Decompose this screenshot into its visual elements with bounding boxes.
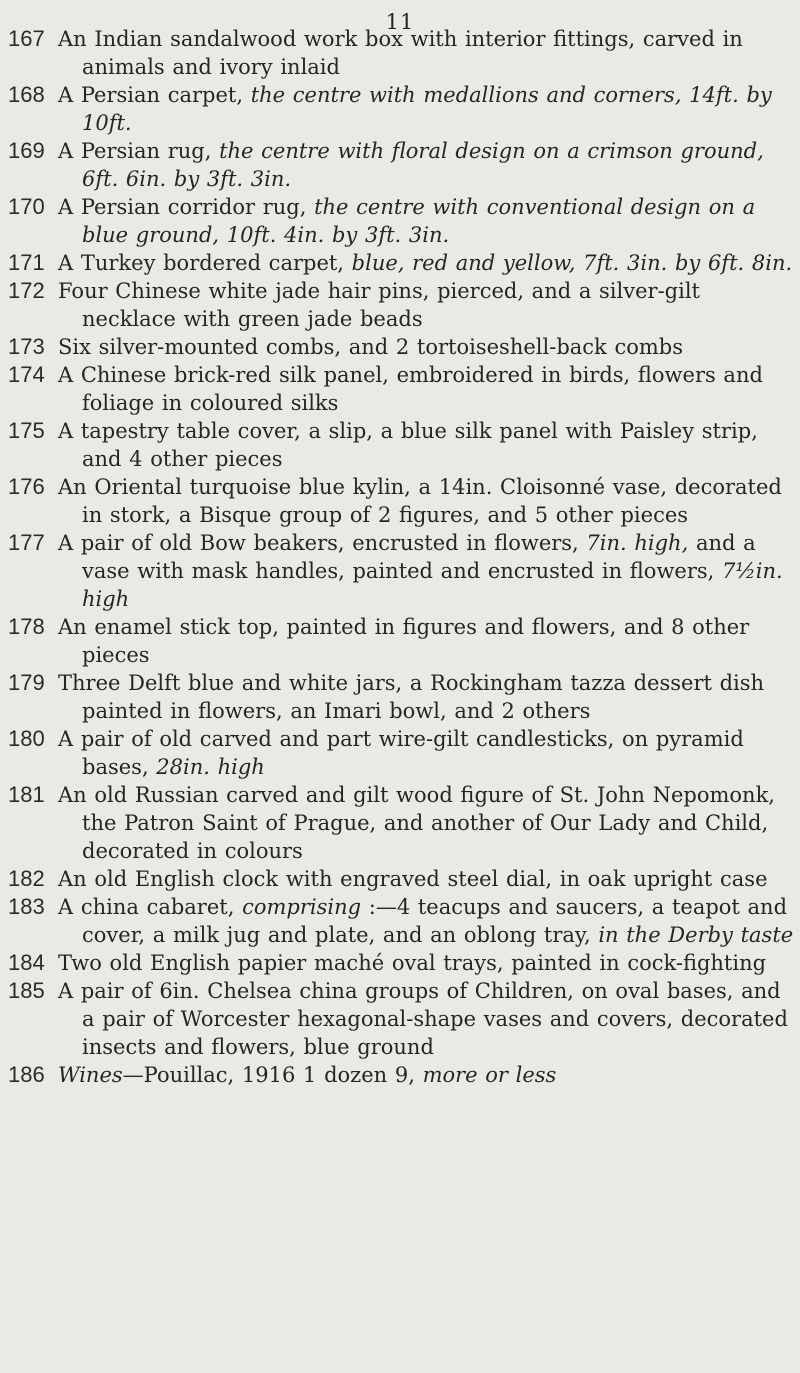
lot-number: 173 [8, 334, 45, 359]
lot-description [58, 949, 800, 977]
lot-number: 169 [8, 138, 45, 163]
lot-description [58, 529, 800, 613]
lot-number: 186 [8, 1062, 45, 1087]
lot-description [58, 977, 800, 1061]
lot-entry [0, 277, 800, 333]
lot-entry [0, 417, 800, 473]
lot-description-text: and a vase with mask handles, painted and encrusted in flowers, [82, 531, 756, 583]
lot-entry [0, 25, 800, 81]
lot-description [58, 725, 800, 781]
lot-description [58, 249, 800, 277]
lot-description [58, 669, 800, 725]
lot-entry [0, 81, 800, 137]
lot-entry [0, 725, 800, 781]
lot-entry [0, 333, 800, 361]
lot-description-text: 1 dozen 9, [303, 1063, 423, 1087]
lot-description-text: A pair of 6in. Chelsea china groups of Children, on oval bases, and a pair of Worcester hexagonal-shape vases and covers, decorated insects and flowers, blue ground [58, 979, 788, 1059]
lot-description-text: A Persian corridor rug, [58, 195, 315, 219]
lot-entry [0, 949, 800, 977]
lot-number: 180 [8, 726, 45, 751]
lot-number: 175 [8, 418, 45, 443]
lot-number: 172 [8, 278, 45, 303]
lot-entry [0, 473, 800, 529]
lot-entry [0, 249, 800, 277]
lot-number: 177 [8, 530, 45, 555]
lot-description-text: A pair of old carved and part wire-gilt candlesticks, on pyramid bases, [58, 727, 744, 779]
lot-description-italic: 28in. high [156, 755, 265, 779]
lot-number: 171 [8, 250, 45, 275]
lot-description [58, 277, 800, 333]
lot-description-text: Six silver-mounted combs, and 2 tortoiseshell-back combs [58, 335, 683, 359]
lot-description-text: An Indian sandalwood work box with interior fittings, carved in animals and ivory inlaid [58, 27, 743, 79]
lot-number: 179 [8, 670, 45, 695]
lot-entry [0, 529, 800, 613]
lot-number: 170 [8, 194, 45, 219]
lot-description-text: :—4 teacups and saucers, a teapot and cover, a milk jug and plate, and an oblong tray, [82, 895, 788, 947]
lot-description-italic: the centre with conventional design on a blue ground, 10ft. 4in. by 3ft. 3in. [82, 195, 756, 247]
lot-entry [0, 361, 800, 417]
lot-description-italic: the centre with medallions and corners, 14ft. by 10ft. [82, 83, 772, 135]
lot-description [58, 1061, 800, 1089]
lot-description-text: An Oriental turquoise blue kylin, a 14in. Cloisonné vase, decorated in stork, a Bisque group of 2 figures, and 5 other pieces [58, 475, 782, 527]
lot-description [58, 193, 800, 249]
lot-number: 176 [8, 474, 45, 499]
lot-number: 178 [8, 614, 45, 639]
lot-description-italic: in the Derby taste [598, 923, 794, 947]
lot-description-text: Three Delft blue and white jars, a Rockingham tazza dessert dish painted in flowers, an Imari bowl, and 2 others [58, 671, 765, 723]
lot-entry [0, 669, 800, 725]
lot-description [58, 137, 800, 193]
lot-description-text: A Chinese brick-red silk panel, embroidered in birds, flowers and foliage in coloured silks [58, 363, 763, 415]
lot-description-text: A pair of old Bow beakers, encrusted in flowers, [58, 531, 587, 555]
lot-description [58, 25, 800, 81]
lot-description-italic: blue, red and yellow, 7ft. 3in. by 6ft. 8in. [351, 251, 793, 275]
lot-description-text: A Persian rug, [58, 139, 220, 163]
lot-description-italic: the centre with floral design on a crimson ground, 6ft. 6in. by 3ft. 3in. [82, 139, 764, 191]
lot-description-italic: comprising [242, 895, 362, 919]
lot-description [58, 893, 800, 949]
lot-description-text: Two old English papier maché oval trays, painted in cock-fighting [58, 951, 767, 975]
lot-description-italic: more or less [422, 1063, 557, 1087]
lot-number: 181 [8, 782, 45, 807]
lot-entry [0, 977, 800, 1061]
lot-number: 183 [8, 894, 45, 919]
lot-description-italic: 7in. high, [586, 531, 689, 555]
lot-description-italic: 7½in. high [82, 559, 783, 611]
lot-description-text: A china cabaret, [58, 895, 243, 919]
lot-description-text: An old Russian carved and gilt wood figure of St. John Nepomonk, the Patron Saint of Prague, and another of Our Lady and Child, decorated in colours [58, 783, 775, 863]
lot-entry [0, 865, 800, 893]
lot-number: 168 [8, 82, 45, 107]
page-number: 11 [385, 10, 415, 34]
lot-description-text: Four Chinese white jade hair pins, pierced, and a silver-gilt necklace with green jade beads [58, 279, 700, 331]
lot-description [58, 865, 800, 893]
lot-description-italic: Wines [58, 1063, 123, 1087]
lot-number: 167 [8, 26, 45, 51]
lot-entry [0, 1061, 800, 1089]
lot-description [58, 781, 800, 865]
lot-entry [0, 193, 800, 249]
lot-entry [0, 893, 800, 949]
lot-description-text: A tapestry table cover, a slip, a blue silk panel with Paisley strip, and 4 other pieces [58, 419, 758, 471]
lot-list [0, 25, 800, 1089]
lot-description-text: —Pouillac, 1916 [122, 1063, 304, 1087]
lot-description [58, 473, 800, 529]
lot-entry [0, 781, 800, 865]
lot-number: 174 [8, 362, 45, 387]
lot-description-text: A Turkey bordered carpet, [58, 251, 352, 275]
lot-number: 185 [8, 978, 45, 1003]
lot-number: 184 [8, 950, 45, 975]
lot-description-text: A Persian carpet, [58, 83, 251, 107]
lot-description [58, 613, 800, 669]
lot-description [58, 81, 800, 137]
lot-description-text: An enamel stick top, painted in figures and flowers, and 8 other pieces [58, 615, 750, 667]
lot-description [58, 333, 800, 361]
lot-description-text: An old English clock with engraved steel dial, in oak upright case [58, 867, 768, 891]
lot-number: 182 [8, 866, 45, 891]
lot-description [58, 417, 800, 473]
lot-entry [0, 137, 800, 193]
lot-entry [0, 613, 800, 669]
lot-description [58, 361, 800, 417]
